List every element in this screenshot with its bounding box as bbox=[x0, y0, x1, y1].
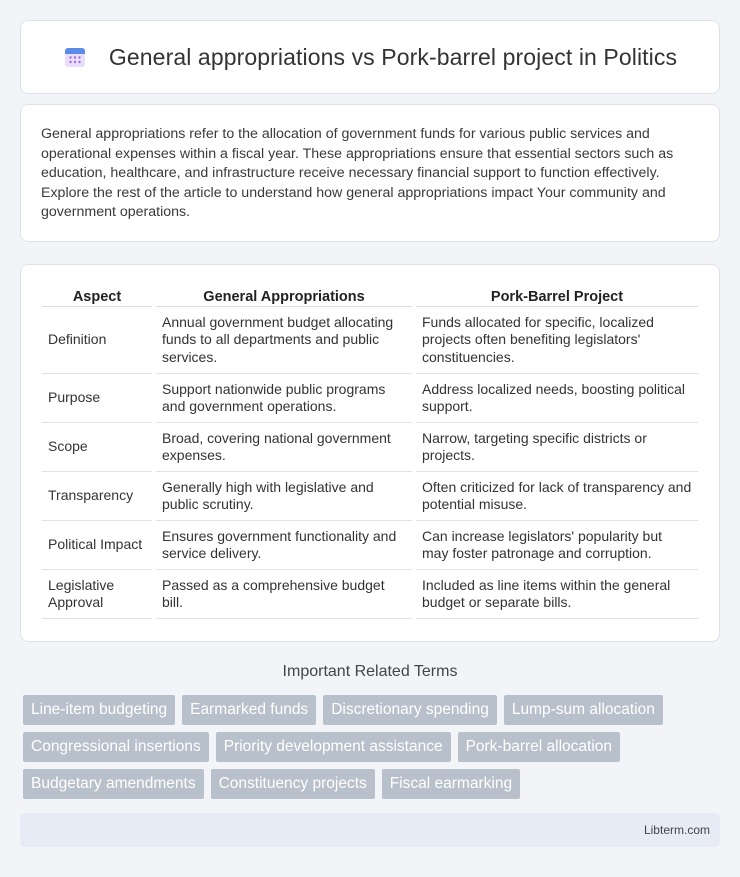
table-header-row bbox=[42, 285, 698, 307]
tag-constituency-projects[interactable]: Constituency projects bbox=[211, 769, 375, 799]
cell-pork: Often criticized for lack of transparency and potential misuse. bbox=[416, 472, 698, 521]
footer-brand[interactable]: Libterm.com bbox=[643, 823, 710, 837]
cell-pork: Included as line items within the general budget or separate bills. bbox=[416, 570, 698, 619]
related-terms-title: Important Related Terms bbox=[282, 663, 458, 680]
cell-general: Broad, covering national government expenses. bbox=[156, 423, 412, 472]
tag-pork-barrel-allocation[interactable]: Pork-barrel allocation bbox=[458, 732, 620, 762]
cell-aspect: Purpose bbox=[42, 374, 152, 423]
header-pork-barrel: Pork-Barrel Project bbox=[416, 285, 698, 307]
cell-general: Ensures government functionality and service delivery. bbox=[156, 521, 412, 570]
cell-pork: Funds allocated for specific, localized projects often benefiting legislators' constituencies. bbox=[416, 307, 698, 374]
tag-earmarked-funds[interactable]: Earmarked funds bbox=[182, 695, 316, 725]
cell-aspect: Legislative Approval bbox=[42, 570, 152, 619]
cell-general: Annual government budget allocating funds to all departments and public services. bbox=[156, 307, 412, 374]
cell-aspect: Political Impact bbox=[42, 521, 152, 570]
footer bbox=[20, 813, 720, 847]
cell-aspect: Scope bbox=[42, 423, 152, 472]
tag-discretionary-spending[interactable]: Discretionary spending bbox=[323, 695, 497, 725]
cell-aspect: Definition bbox=[42, 307, 152, 374]
comparison-card bbox=[20, 264, 720, 642]
tag-congressional-insertions[interactable]: Congressional insertions bbox=[23, 732, 209, 762]
tag-priority-development-assistance[interactable]: Priority development assistance bbox=[216, 732, 451, 762]
cell-general: Generally high with legislative and public scrutiny. bbox=[156, 472, 412, 521]
cell-general: Passed as a comprehensive budget bill. bbox=[156, 570, 412, 619]
calendar-icon bbox=[63, 45, 87, 69]
cell-general: Support nationwide public programs and government operations. bbox=[156, 374, 412, 423]
intro-card bbox=[20, 104, 720, 242]
cell-aspect: Transparency bbox=[42, 472, 152, 521]
header-aspect: Aspect bbox=[42, 285, 152, 307]
table-row bbox=[42, 374, 698, 423]
table-row bbox=[42, 521, 698, 570]
page-title: General appropriations vs Pork-barrel project in Politics bbox=[108, 43, 678, 70]
related-terms-tags bbox=[23, 695, 723, 806]
cell-pork: Narrow, targeting specific districts or projects. bbox=[416, 423, 698, 472]
tag-lump-sum-allocation[interactable]: Lump-sum allocation bbox=[504, 695, 663, 725]
intro-paragraph: General appropriations refer to the allocation of government funds for various public services and operational expenses within a fiscal year. These appropriations ensure that essential sectors such as education, healthcare, and infrastructure receive necessary financial support to function effectively. Explore the rest of the article to understand how general appropriations impact Your community and government operations. bbox=[41, 126, 674, 221]
tag-fiscal-earmarking[interactable]: Fiscal earmarking bbox=[382, 769, 520, 799]
table-row bbox=[42, 570, 698, 619]
cell-pork: Can increase legislators' popularity but may foster patronage and corruption. bbox=[416, 521, 698, 570]
table-row bbox=[42, 472, 698, 521]
tag-budgetary-amendments[interactable]: Budgetary amendments bbox=[23, 769, 204, 799]
comparison-table bbox=[42, 285, 698, 619]
title-card bbox=[20, 20, 720, 94]
table-row bbox=[42, 423, 698, 472]
cell-pork: Address localized needs, boosting political support. bbox=[416, 374, 698, 423]
table-row bbox=[42, 307, 698, 374]
header-general-appropriations: General Appropriations bbox=[156, 285, 412, 307]
tag-line-item-budgeting[interactable]: Line-item budgeting bbox=[23, 695, 175, 725]
